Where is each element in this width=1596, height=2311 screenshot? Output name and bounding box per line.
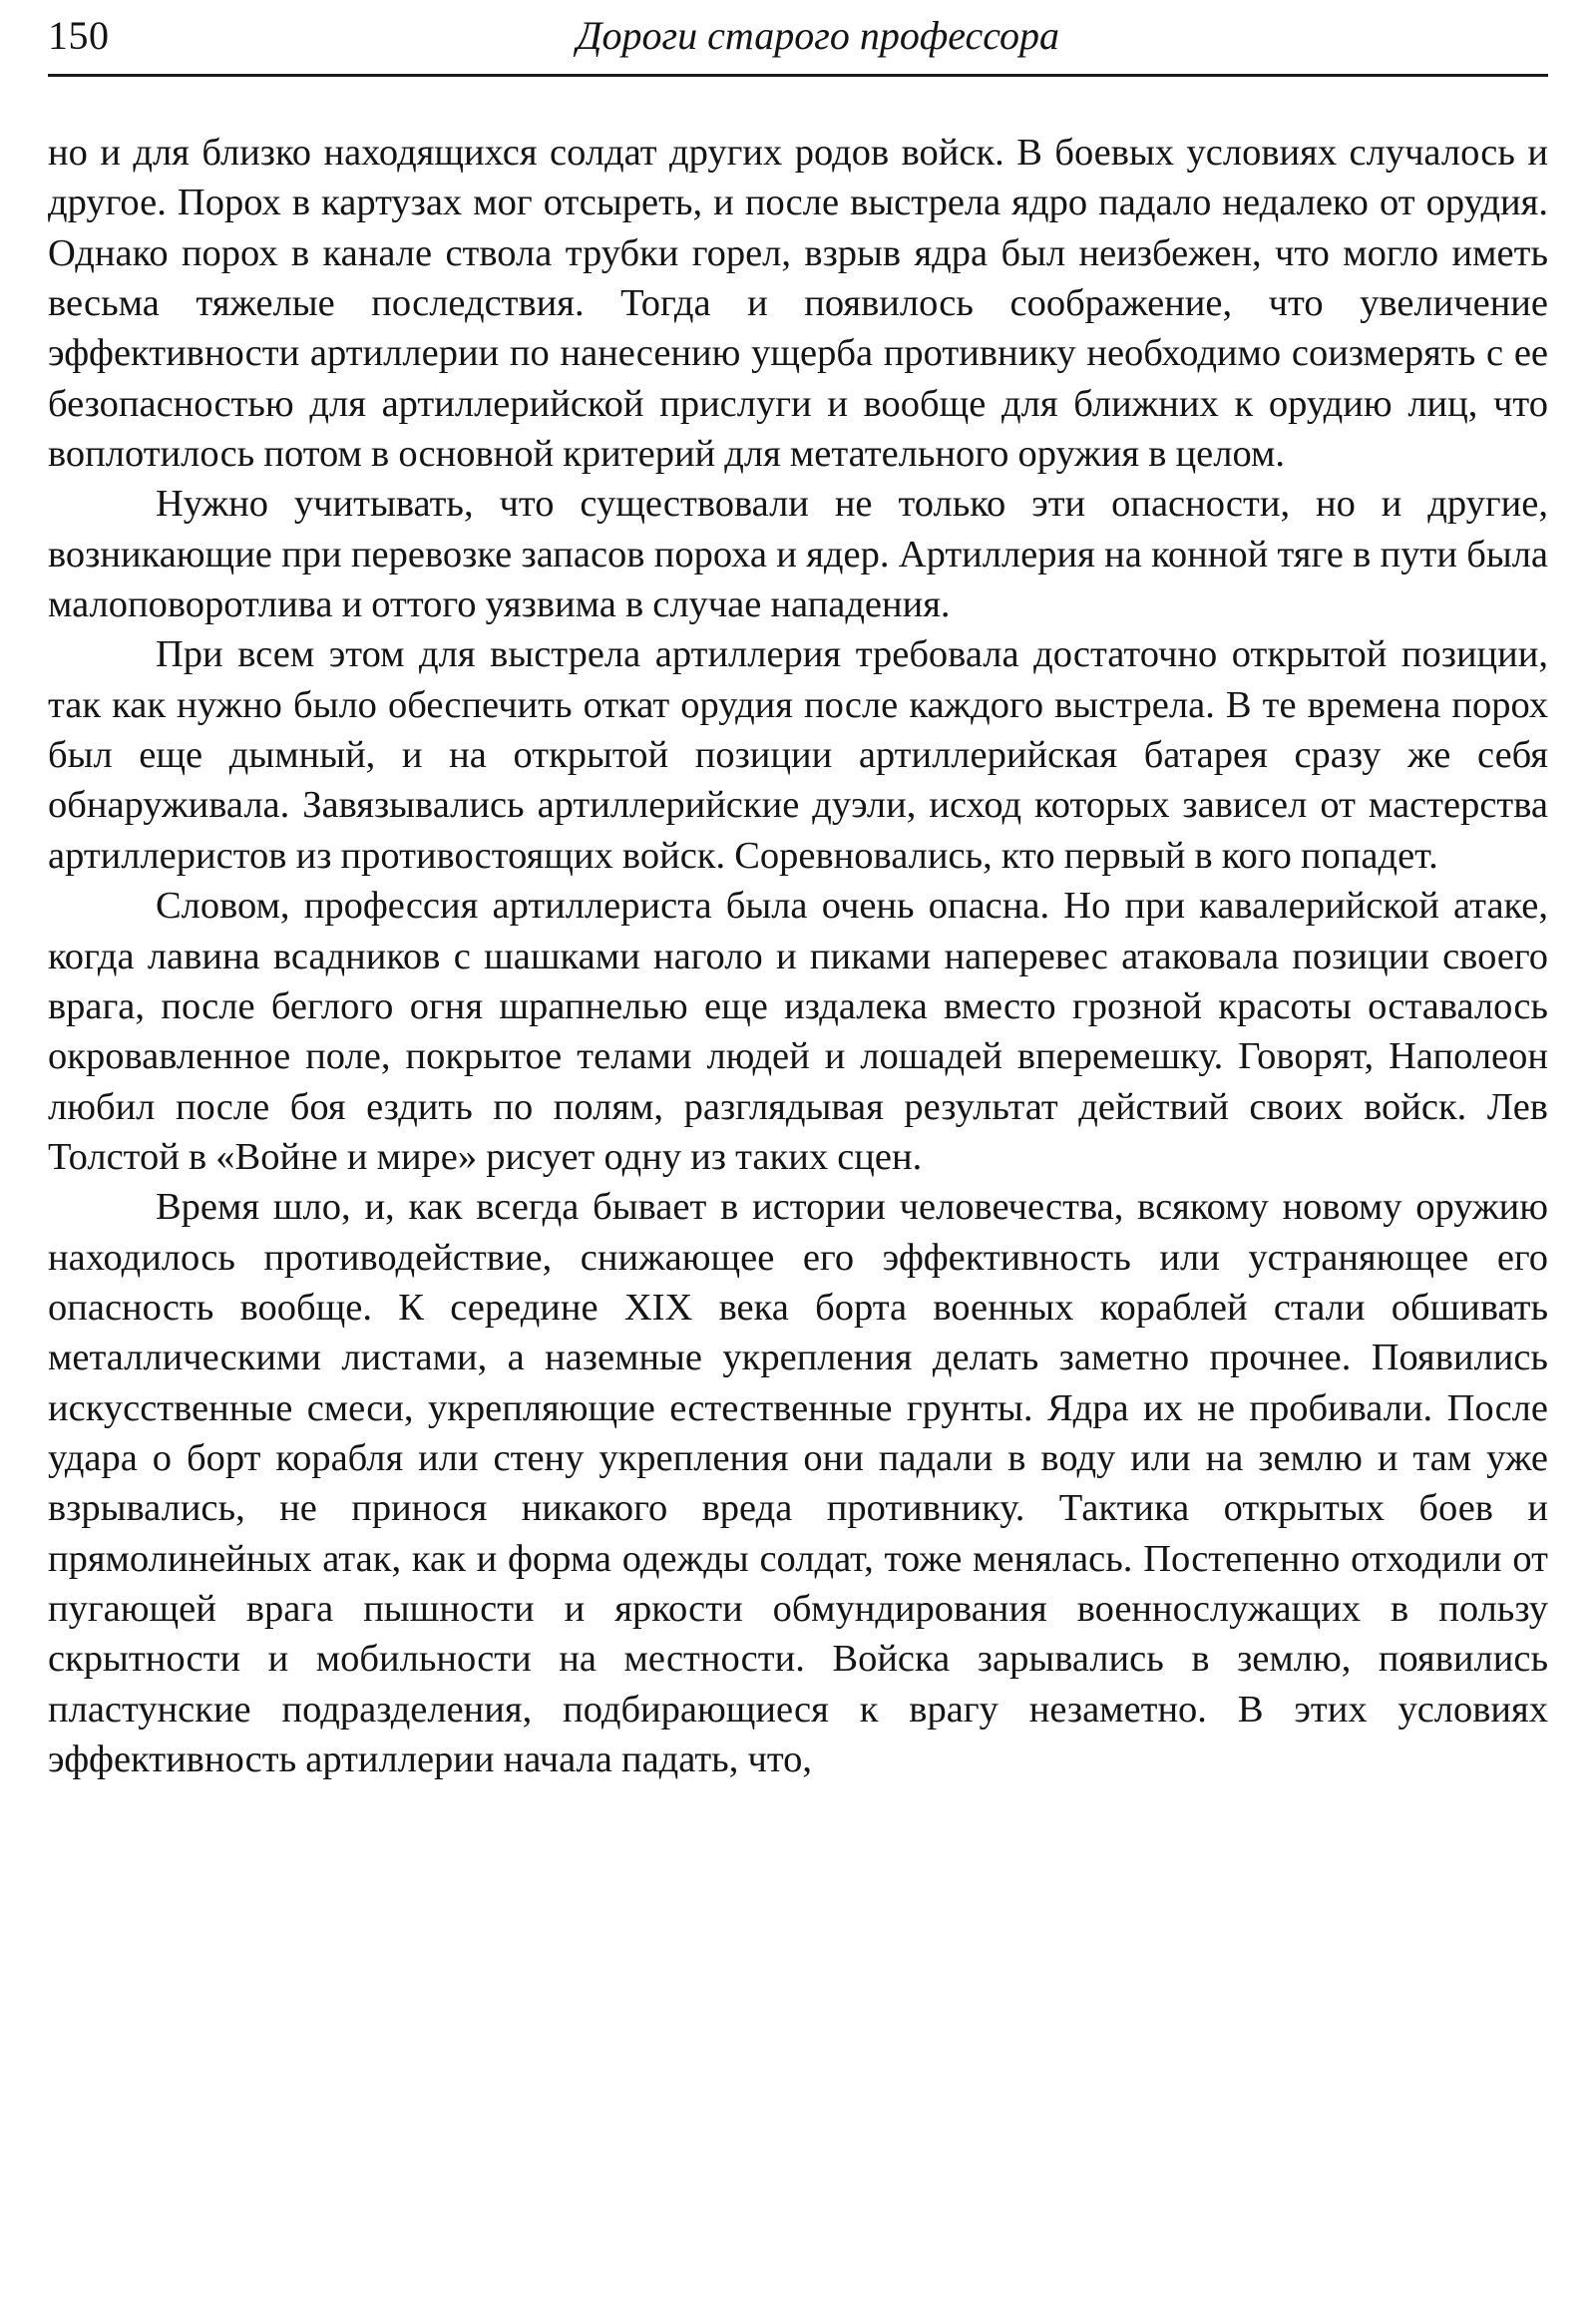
paragraph: Словом, профессия артиллериста была очень опасна. Но при кавалерийской атаке, когда лавина всадников с шашками наголо и пиками наперевес атаковала позиции своего врага, после беглого огня шрапнелью еще издалека вместо грозной красоты оставалось окровавленное поле, покрытое телами людей и лошадей вперемешку. Говорят, Наполеон любил после боя ездить по полям, разглядывая результат действий своих войск. Лев Толстой в «Войне и мире» рисует одну из таких сцен. xyxy=(48,885,1548,1178)
paragraph-continued: но и для близко находящихся солдат других родов войск. В боевых условиях случалось и другое. Порох в картузах мог отсыреть, и после выстрела ядро падало недалеко от орудия. Однако порох в канале ствола трубки горел, взрыв ядра был неизбежен, что могло иметь весьма тяжелые последствия. Тогда и появилось соображение, что увеличение эффективности артиллерии по нанесению ущерба противнику необходимо соизмерять с ее безопасностью для артиллерийской прислуги и вообще для ближних к орудию лиц, что воплотилось потом в основной критерий для метательного оружия в целом. xyxy=(48,132,1548,476)
body-text xyxy=(48,128,1548,1784)
paragraph: Время шло, и, как всегда бывает в истории человечества, всякому новому оружию находилось противодействие, снижающее его эффективность или устраняющее его опасность вообще. К середине XIX века борта военных кораблей стали обшивать металлическими листами, а наземные укрепления делать заметно прочнее. Появились искусственные смеси, укрепляющие естественные грунты. Ядра их не пробивали. После удара о борт корабля или стену укрепления они падали в воду или на землю и там уже взрывались, не принося никакого вреда противнику. Тактика открытых боев и прямолинейных атак, как и форма одежды солдат, тоже менялась. Постепенно отходили от пугающей врага пышности и яркости обмундирования военнослужащих в пользу скрытности и мобильности на местности. Войска зарывались в землю, появились пластунские подразделения, подбирающиеся к врагу незаметно. В этих условиях эффективность артиллерии начала падать, что, xyxy=(48,1186,1548,1780)
book-page xyxy=(48,0,1548,2311)
running-title: Дороги старого профессора xyxy=(577,13,1059,58)
paragraph: При всем этом для выстрела артиллерия требовала достаточно открытой позиции, так как нужно было обеспечить откат орудия после каждого выстрела. В те времена порох был еще дымный, и на открытой позиции артиллерийская батарея сразу же себя обнаруживала. Завязывались артиллерийские дуэли, исход которых зависел от мастерства артиллеристов из противостоящих войск. Соревновались, кто первый в кого попадет. xyxy=(48,633,1548,877)
page-number: 150 xyxy=(48,13,110,58)
paragraph: Нужно учитывать, что существовали не только эти опасности, но и другие, возникающие при перевозке запасов пороха и ядер. Артиллерия на конной тяге в пути была малоповоротлива и оттого уязвима в случае нападения. xyxy=(48,483,1548,626)
header-rule xyxy=(48,74,1548,77)
